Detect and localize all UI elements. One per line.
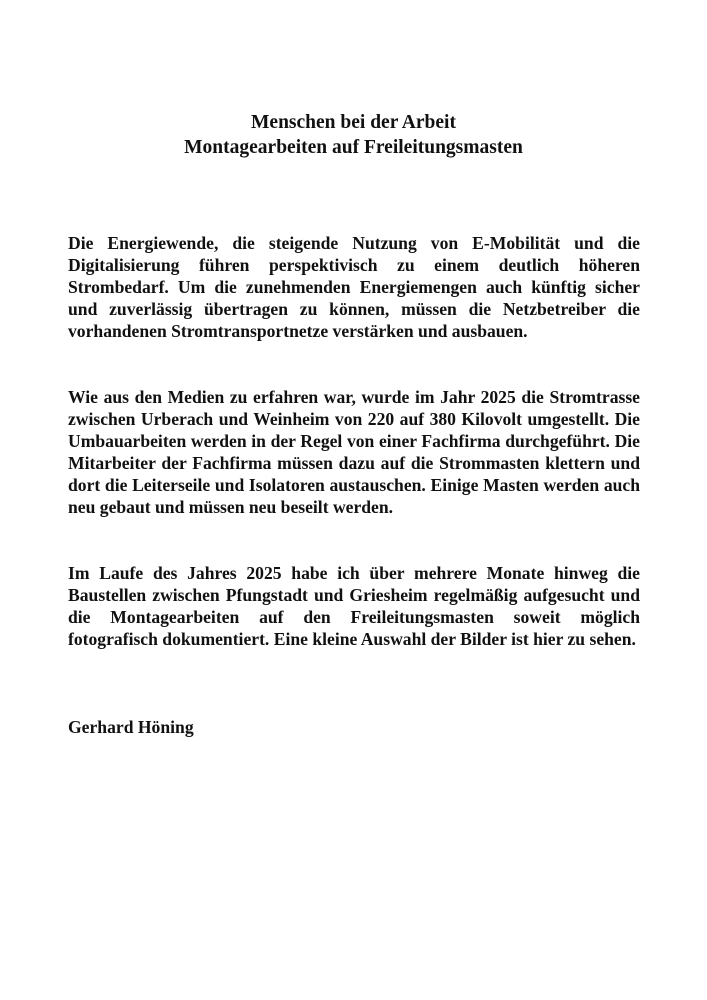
title: Menschen bei der Arbeit <box>251 112 456 133</box>
paragraph-documentation: Im Laufe des Jahres 2025 habe ich über mehrere Monate hinweg die Baustellen zwischen Pfungstadt und Griesheim regelmäßig aufgesucht und die Montagearbeiten auf den Freileitungsmasten soweit möglich fotografisch dokumentiert. Eine kleine Auswahl der Bilder ist hier zu sehen. <box>68 563 640 649</box>
paragraph-project: Wie aus den Medien zu erfahren war, wurde im Jahr 2025 die Stromtrasse zwischen Urberach und Weinheim von 220 auf 380 Kilovolt umgestellt. Die Umbauarbeiten werden in der Regel von einer Fachfirma durchgeführt. Die Mitarbeiter der Fachfirma müssen dazu auf die Strommasten klettern und dort die Leiterseile und Isolatoren austauschen. Einige Masten werden auch neu gebaut und müssen neu beseilt werden. <box>68 387 640 517</box>
subtitle: Montagearbeiten auf Freileitungsmasten <box>184 137 523 158</box>
paragraph-intro: Die Energiewende, die steigende Nutzung von E-Mobilität und die Digitalisierung führen perspektivisch zu einem deutlich höheren Strombedarf. Um die zunehmenden Energiemengen auch künftig sicher und zuverlässig übertragen zu können, müssen die Netzbetreiber die vorhandenen Stromtransportnetze verstärken und ausbauen. <box>68 233 640 341</box>
author-name: Gerhard Höning <box>68 717 194 737</box>
page-title <box>0 110 707 160</box>
